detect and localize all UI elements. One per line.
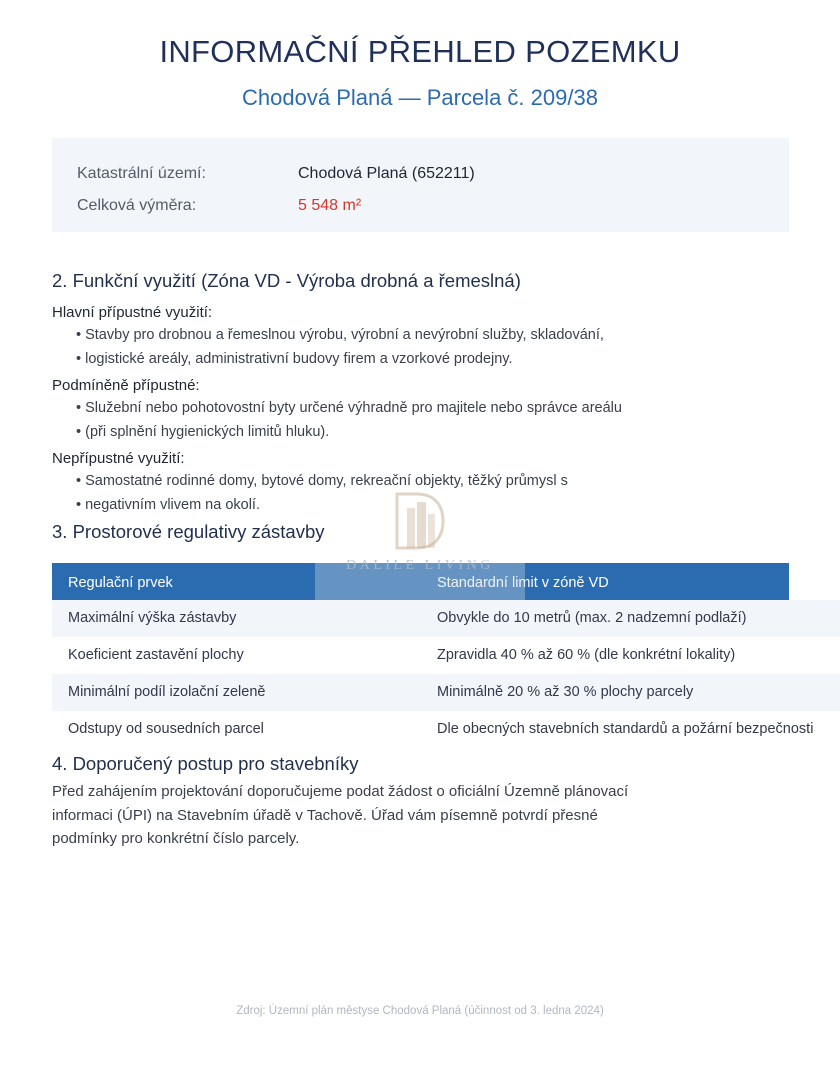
table-cell: Minimální podíl izolační zeleně xyxy=(68,684,266,700)
watermark-brand: DALILE LIVING xyxy=(346,558,494,573)
table-cell: Dle obecných stavebních standardů a požární bezpečnosti xyxy=(437,721,814,737)
list-item: • negativním vlivem na okolí. xyxy=(76,497,260,513)
paragraph-line: informaci (ÚPI) na Stavebním úřadě v Tachově. Úřad vám písemně potvrdí přesné xyxy=(52,806,598,824)
table-row xyxy=(52,600,840,637)
section-heading-spatial-regulations: 3. Prostorové regulativy zástavby xyxy=(52,521,325,542)
info-value: Chodová Planá (652211) xyxy=(298,165,475,182)
list-item: • (při splnění hygienických limitů hluku). xyxy=(76,424,329,440)
group-title-prohibited-use: Nepřípustné využití: xyxy=(52,450,185,467)
table-cell: Odstupy od sousedních parcel xyxy=(68,721,264,737)
info-value-area: 5 548 m² xyxy=(298,197,362,214)
page-title: INFORMAČNÍ PŘEHLED POZEMKU xyxy=(159,34,681,69)
table-row xyxy=(52,711,840,748)
recommendation-paragraph xyxy=(52,780,652,851)
source-footer: Zdroj: Územní plán městyse Chodová Planá (účinnost od 3. ledna 2024) xyxy=(236,1005,604,1017)
table-header-row xyxy=(52,563,840,600)
table-row xyxy=(52,674,840,711)
regulations-table xyxy=(52,563,840,748)
section-heading-recommended-procedure: 4. Doporučený postup pro stavebníky xyxy=(52,753,359,774)
parcel-info-box xyxy=(52,138,789,232)
info-label: Katastrální území: xyxy=(77,165,206,182)
list-item: • Samostatné rodinné domy, bytové domy, rekreační objekty, těžký průmysl s xyxy=(76,473,568,489)
table-cell: Zpravidla 40 % až 60 % (dle konkrétní lokality) xyxy=(437,647,736,663)
list-item: • Stavby pro drobnou a řemeslnou výrobu, výrobní a nevýrobní služby, skladování, xyxy=(76,327,604,343)
list-item: • Služební nebo pohotovostní byty určené výhradně pro majitele nebo správce areálu xyxy=(76,400,622,416)
table-cell: Obvykle do 10 metrů (max. 2 nadzemní podlaží) xyxy=(437,610,747,626)
info-label: Celková výměra: xyxy=(77,197,197,214)
table-header-cell: Regulační prvek xyxy=(68,575,173,591)
table-cell: Maximální výška zástavby xyxy=(68,610,237,626)
section-heading-functional-use: 2. Funkční využití (Zóna VD - Výroba drobná a řemeslná) xyxy=(52,270,521,291)
page-subtitle: Chodová Planá — Parcela č. 209/38 xyxy=(242,85,598,110)
group-title-conditional-use: Podmíněně přípustné: xyxy=(52,377,200,394)
building-logo-icon xyxy=(391,490,447,552)
group-title-main-use: Hlavní přípustné využití: xyxy=(52,304,213,321)
list-item: • logistické areály, administrativní budovy firem a vzorkové prodejny. xyxy=(76,351,513,367)
table-header-cell: Standardní limit v zóně VD xyxy=(437,575,609,591)
table-cell: Minimálně 20 % až 30 % plochy parcely xyxy=(437,684,694,700)
table-row xyxy=(52,637,840,674)
paragraph-line: podmínky pro konkrétní číslo parcely. xyxy=(52,830,300,847)
table-cell: Koeficient zastavění plochy xyxy=(68,647,244,663)
paragraph-line: Před zahájením projektování doporučujeme podat žádost o oficiální Územně plánovací xyxy=(52,783,629,800)
